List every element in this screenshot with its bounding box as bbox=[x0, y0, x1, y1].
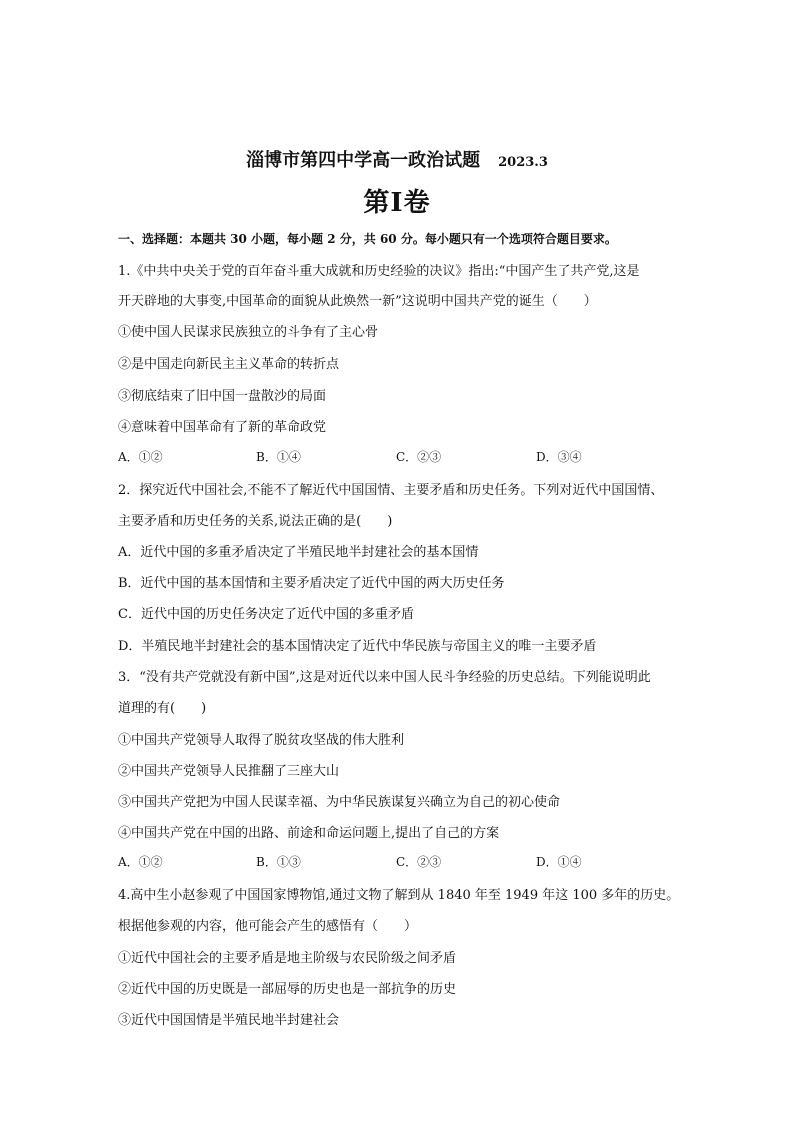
volume-heading: 第Ⅰ卷 bbox=[363, 188, 431, 218]
q3-item-4: ④中国共产党在中国的出路、前途和命运问题上,提出了自己的方案 bbox=[118, 826, 500, 841]
q2-stem-line-2: 主要矛盾和历史任务的关系,说法正确的是( ) bbox=[118, 514, 393, 529]
q1-item-1: ①使中国人民谋求民族独立的斗争有了主心骨 bbox=[118, 325, 379, 340]
q3-item-1: ①中国共产党领导人取得了脱贫攻坚战的伟大胜利 bbox=[118, 733, 405, 748]
q4-item-3: ③近代中国国情是半殖民地半封建社会 bbox=[118, 1013, 340, 1028]
q3-stem-line-2: 道理的有( ) bbox=[118, 701, 207, 716]
exam-title-row bbox=[0, 146, 794, 172]
q1-stem-line-2: 开天辟地的大事变,中国革命的面貌从此焕然一新”这说明中国共产党的诞生（ ） bbox=[118, 294, 597, 309]
q4-stem-line-2: 根据他参观的内容，他可能会产生的感悟有（ ） bbox=[118, 919, 418, 934]
q1-item-3: ③彻底结束了旧中国一盘散沙的局面 bbox=[118, 389, 327, 404]
q1-option-b[interactable]: B．①④ bbox=[256, 450, 301, 464]
exam-title: 淄博市第四中学高一政治试题 bbox=[246, 150, 481, 171]
q1-option-a[interactable]: A．①② bbox=[118, 450, 163, 464]
section-instructions: 一、选择题：本题共 30 小题，每小题 2 分，共 60 分。每小题只有一个选项符合题目要求。 bbox=[118, 232, 617, 246]
q2-choice-c[interactable]: C．近代中国的历史任务决定了近代中国的多重矛盾 bbox=[118, 607, 414, 622]
q3-item-3: ③中国共产党把为中国人民谋幸福、为中华民族谋复兴确立为自己的初心使命 bbox=[118, 795, 561, 810]
q1-option-d[interactable]: D．③④ bbox=[536, 450, 582, 464]
q4-item-2: ②近代中国的历史既是一部屈辱的历史也是一部抗争的历史 bbox=[118, 982, 457, 997]
exam-date: 2023.3 bbox=[498, 155, 548, 170]
q2-stem-line-1: 2．探究近代中国社会,不能不了解近代中国国情、主要矛盾和历史任务。下列对近代中国国情、 bbox=[118, 483, 664, 498]
q3-item-2: ②中国共产党领导人民推翻了三座大山 bbox=[118, 764, 340, 779]
q1-option-c[interactable]: C．②③ bbox=[396, 450, 442, 464]
q2-choice-a[interactable]: A．近代中国的多重矛盾决定了半殖民地半封建社会的基本国情 bbox=[118, 545, 479, 560]
q3-option-b[interactable]: B．①③ bbox=[256, 855, 301, 869]
q3-option-d[interactable]: D．①④ bbox=[536, 855, 582, 869]
q3-option-c[interactable]: C．②③ bbox=[396, 855, 442, 869]
q4-item-1: ①近代中国社会的主要矛盾是地主阶级与农民阶级之间矛盾 bbox=[118, 951, 457, 966]
q3-option-a[interactable]: A．①② bbox=[118, 855, 163, 869]
q3-stem-line-1: 3．“没有共产党就没有新中国”,这是对近代以来中国人民斗争经验的历史总结。下列能说明此 bbox=[118, 670, 651, 685]
q1-item-2: ②是中国走向新民主主义革命的转折点 bbox=[118, 357, 340, 372]
q2-choice-d[interactable]: D．半殖民地半封建社会的基本国情决定了近代中华民族与帝国主义的唯一主要矛盾 bbox=[118, 639, 597, 654]
q1-stem-line-1: 1.《中共中央关于党的百年奋斗重大成就和历史经验的决议》指出:“中国产生了共产党,这是 bbox=[118, 264, 640, 279]
q4-stem-line-1: 4.高中生小赵参观了中国国家博物馆,通过文物了解到从 1840 年至 1949 年这 100 多年的历史。 bbox=[118, 888, 680, 903]
q2-choice-b[interactable]: B．近代中国的基本国情和主要矛盾决定了近代中国的两大历史任务 bbox=[118, 576, 505, 591]
q1-item-4: ④意味着中国革命有了新的革命政党 bbox=[118, 420, 327, 435]
